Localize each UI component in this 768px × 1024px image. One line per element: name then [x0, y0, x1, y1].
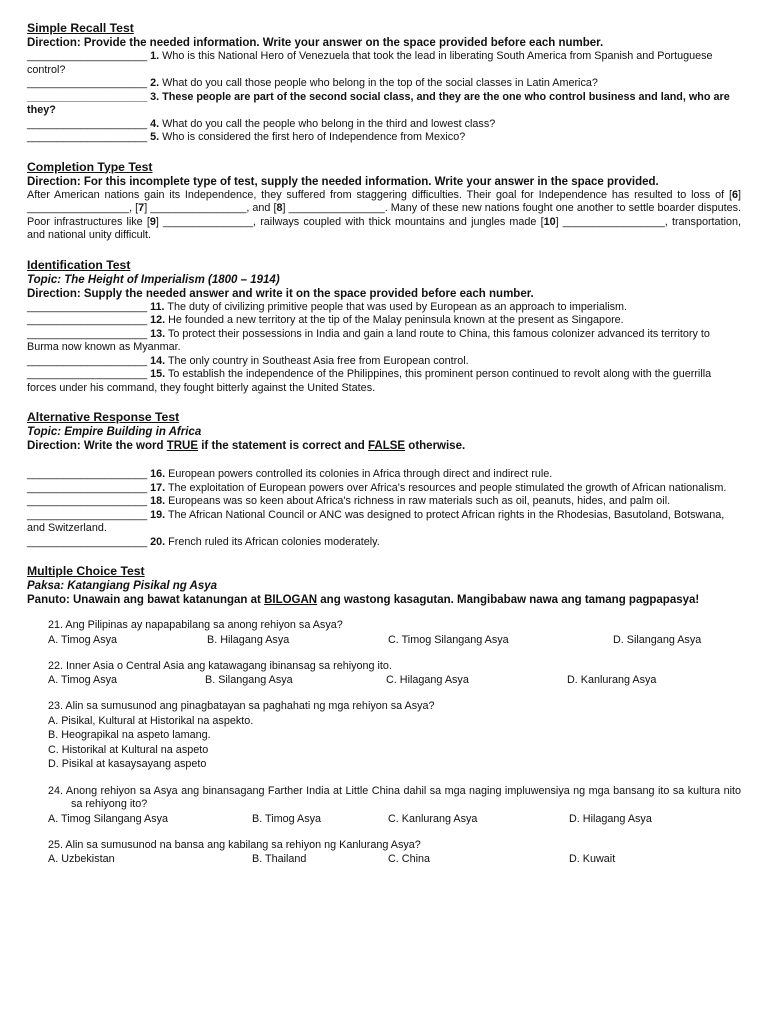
options-24 — [27, 812, 741, 826]
alternative-item: ____________________ 16. European powers controlled its colonies in Africa through direct and indirect rule. — [27, 468, 553, 480]
direction-identification: Direction: Supply the needed answer and write it on the space provided before each number. — [27, 287, 534, 300]
options-25 — [27, 852, 741, 866]
completion-paragraph: After American nations gain its Independence, they suffered from staggering difficulties. Their goal for Independence has resulted to loss of [6] _________________, [7] ________________, and [8] ________________. Many of these new nations fought one another to settle boarder disputes. Poor infrastructures like [9] _______________, railways coupled with thick mountains and jungles made [10] _________________, transportation, and national unity difficult. — [27, 188, 742, 241]
direction-recall: Direction: Provide the needed information. Write your answer on the space provided before each number. — [27, 37, 604, 49]
option-c[interactable]: C. Kanlurang Asya — [388, 812, 478, 825]
options-22 — [27, 673, 741, 687]
question-23: 23. Alin sa sumusunod ang pinagbatayan sa paghahati ng mga rehiyon sa Asya? — [48, 700, 435, 712]
option-b[interactable]: B. Heograpikal na aspeto lamang. — [48, 729, 211, 741]
option-b[interactable]: B. Silangang Asya — [205, 674, 293, 686]
recall-item: ____________________ 4. What do you call the people who belong in the third and lowest class? — [27, 117, 496, 130]
recall-item: ____________________ 1. Who is this National Hero of Venezuela that took the lead in liberating South America from Spanish and Portuguese control? — [27, 50, 713, 76]
option-a[interactable]: A. Timog Silangang Asya — [48, 812, 169, 825]
section-title-identification: Identification Test — [27, 257, 131, 272]
topic-alternative: Topic: Empire Building in Africa — [27, 426, 202, 438]
options-21 — [27, 633, 741, 647]
topic-multiple: Paksa: Katangiang Pisikal ng Asya — [27, 580, 218, 592]
worksheet — [27, 21, 741, 866]
option-d[interactable]: D. Kanlurang Asya — [567, 674, 657, 686]
option-c[interactable]: C. Timog Silangang Asya — [388, 633, 509, 646]
answer-blank: ____________________ — [27, 300, 148, 313]
direction-multiple: Panuto: Unawain ang bawat katanungan at BILOGAN ang wastong kasagutan. Mangibabaw nawa ang tamang pagpapasya! — [27, 594, 700, 606]
option-a[interactable]: A. Pisikal, Kultural at Historikal na aspekto. — [48, 714, 254, 727]
answer-blank: ____________________ — [27, 535, 148, 548]
option-d[interactable]: D. Silangang Asya — [613, 633, 702, 646]
identification-item: ____________________ 12. He founded a new territory at the tip of the Malay peninsula known at the present as Singapore. — [27, 314, 624, 326]
alternative-item: ____________________ 20. French ruled its African colonies moderately. — [27, 535, 380, 548]
option-c[interactable]: C. Historikal at Kultural na aspeto — [48, 743, 209, 756]
section-title-recall: Simple Recall Test — [27, 21, 134, 35]
answer-blank: ____________________ — [27, 117, 148, 130]
identification-item: ____________________ 11. The duty of civilizing primitive people that was used by European as an approach to imperialism. — [27, 300, 628, 313]
recall-item: ____________________ 5. Who is considered the first hero of Independence from Mexico? — [27, 131, 466, 143]
section-title-alternative: Alternative Response Test — [27, 410, 180, 424]
answer-blank: ____________________ — [27, 77, 148, 89]
direction-alternative: Direction: Write the word TRUE if the statement is correct and FALSE otherwise. — [27, 440, 466, 452]
answer-blank: ____________________ — [27, 508, 148, 521]
recall-item: ____________________ 3. These people are part of the second social class, and they are the one who control business and land, who are they? — [27, 90, 730, 116]
identification-item: ____________________ 15. To establish the independence of the Philippines, this prominent person continued to revolt along with the guerrilla forces under his command, they fought bitterly against the United States. — [27, 368, 712, 394]
question-22: 22. Inner Asia o Central Asia ang katawagang ibinansag sa rehiyong ito. — [48, 659, 392, 672]
topic-identification: Topic: The Height of Imperialism (1800 – 1914) — [27, 273, 280, 286]
option-a[interactable]: A. Timog Asya — [48, 674, 118, 686]
direction-completion: Direction: For this incomplete type of test, supply the needed information. Write your answer in the space provided. — [27, 175, 659, 188]
answer-blank: ____________________ — [27, 90, 148, 103]
option-a[interactable]: A. Timog Asya — [48, 633, 118, 646]
answer-blank: ____________________ — [27, 368, 148, 380]
question-25: 25. Alin sa sumusunod na bansa ang kabilang sa rehiyon ng Kanlurang Asya? — [48, 838, 421, 851]
option-d[interactable]: D. Hilagang Asya — [569, 812, 652, 825]
recall-item: ____________________ 2. What do you call those people who belong in the top of the social classes in Latin America? — [27, 77, 598, 89]
answer-blank: ____________________ — [27, 468, 148, 480]
question-21: 21. Ang Pilipinas ay napapabilang sa anong rehiyon sa Asya? — [48, 619, 343, 631]
option-b[interactable]: B. Timog Asya — [252, 812, 322, 825]
option-c[interactable]: C. Hilagang Asya — [386, 674, 469, 686]
alternative-item: ____________________ 19. The African National Council or ANC was designed to protect African rights in the Rhodesias, Basutoland, Botswana, and Switzerland. — [27, 508, 725, 534]
answer-blank: ____________________ — [27, 131, 148, 143]
identification-item: ____________________ 13. To protect their possessions in India and gain a land route to China, this famous colonizer advanced its territory to Burma now known as Myanmar. — [27, 327, 710, 353]
option-b[interactable]: B. Hilagang Asya — [207, 633, 290, 646]
section-title-completion: Completion Type Test — [27, 159, 153, 174]
answer-blank: ____________________ — [27, 495, 148, 507]
answer-blank: ____________________ — [27, 327, 148, 340]
identification-item: ____________________ 14. The only country in Southeast Asia free from European control. — [27, 354, 469, 367]
option-c[interactable]: C. China — [388, 853, 431, 865]
answer-blank: ____________________ — [27, 481, 148, 494]
alternative-item: ____________________ 18. Europeans was so keen about Africa's richness in raw materials such as oil, peanuts, hides, and palm oil. — [27, 495, 671, 507]
option-a[interactable]: A. Uzbekistan — [48, 853, 115, 865]
answer-blank: ____________________ — [27, 354, 148, 367]
answer-blank: ____________________ — [27, 314, 148, 326]
option-b[interactable]: B. Thailand — [252, 853, 307, 865]
section-title-multiple: Multiple Choice Test — [27, 564, 145, 578]
option-d[interactable]: D. Pisikal at kasaysayang aspeto — [48, 758, 207, 770]
question-24: 24. Anong rehiyon sa Asya ang binansagang Farther India at Little China dahil sa mga naging impluwensiya ng mga bansang ito sa kultura nito sa rehiyong ito? — [48, 784, 741, 810]
option-d[interactable]: D. Kuwait — [569, 853, 616, 865]
answer-blank: ____________________ — [27, 50, 148, 62]
alternative-item: ____________________ 17. The exploitation of European powers over Africa's resources and people stimulated the growth of African nationalism. — [27, 481, 727, 494]
